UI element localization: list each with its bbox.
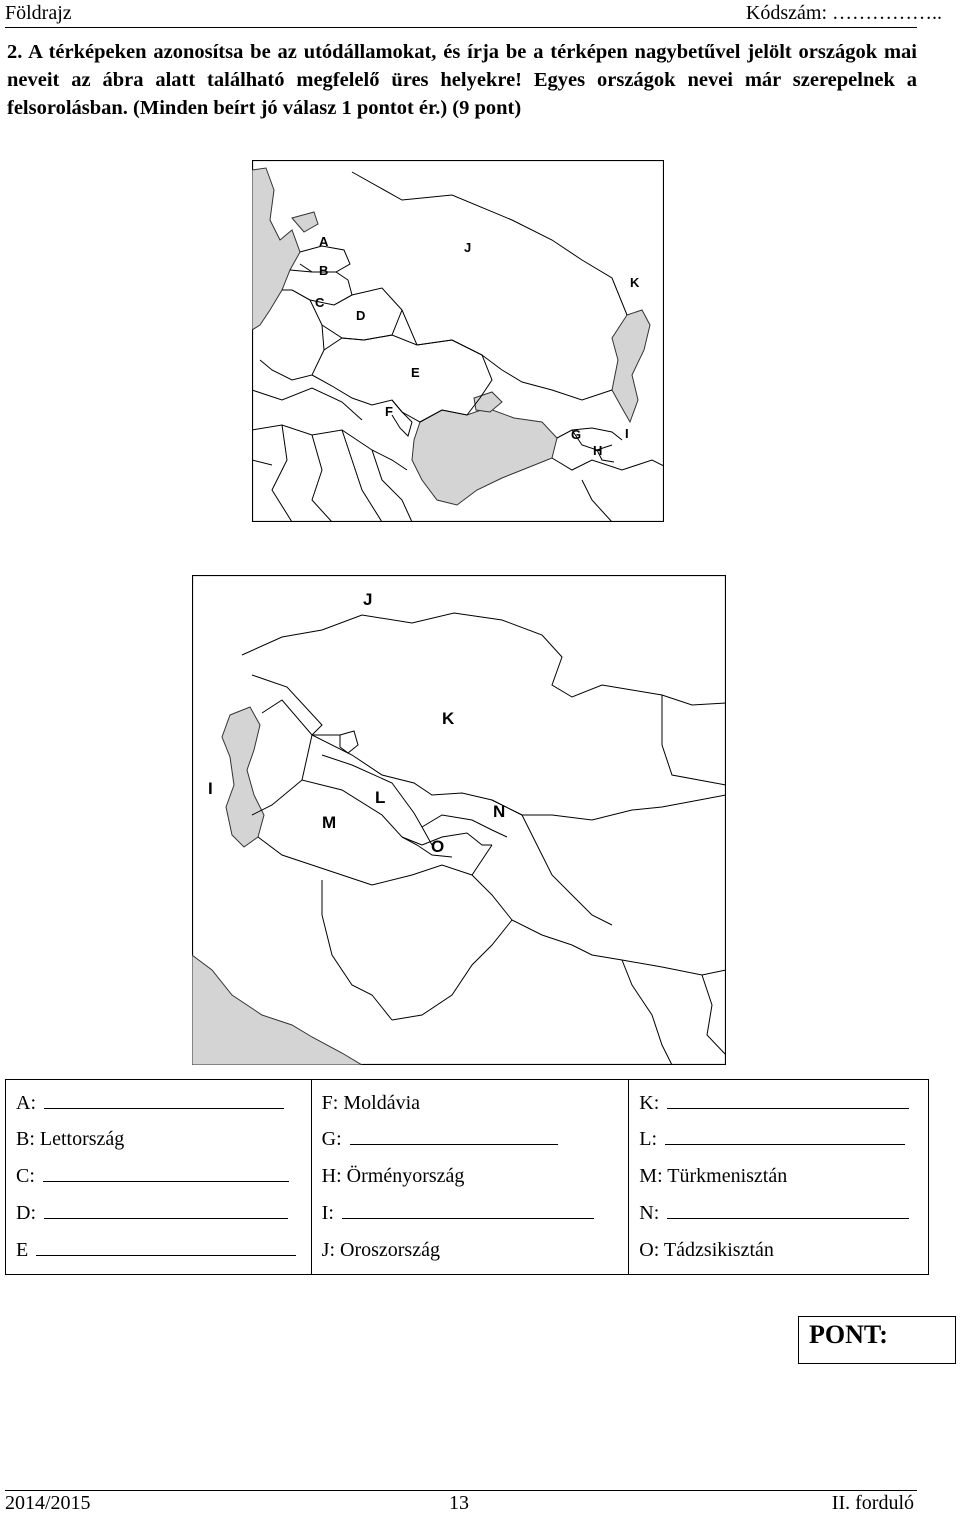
answer-blank-k[interactable] <box>667 1107 909 1109</box>
footer-round: II. forduló <box>831 1492 914 1514</box>
answer-label: K: <box>639 1092 660 1114</box>
answer-label: B: Lettország <box>16 1128 125 1150</box>
answer-blank-g[interactable] <box>350 1143 558 1145</box>
answer-label: F: Moldávia <box>321 1092 421 1114</box>
map1-label-k: K <box>630 275 640 290</box>
answer-label: N: <box>639 1202 660 1224</box>
map2-label-k: K <box>442 709 455 728</box>
answer-label: L: <box>639 1128 658 1150</box>
answer-row-a <box>16 1092 284 1115</box>
answer-row-m <box>639 1165 787 1188</box>
answer-table <box>5 1079 929 1275</box>
answer-label: I: <box>321 1202 334 1224</box>
map1-label-b: B <box>319 263 329 278</box>
map2-label-o: O <box>431 837 445 856</box>
map1-label-g: G <box>571 427 582 442</box>
score-box[interactable]: PONT: <box>798 1316 956 1364</box>
map1-label-i: I <box>625 426 629 441</box>
footer-year: 2014/2015 <box>5 1492 91 1514</box>
answer-row-k <box>639 1092 909 1115</box>
answer-row-b <box>16 1128 124 1151</box>
answer-blank-i[interactable] <box>342 1217 594 1219</box>
map1-label-a: A <box>319 234 329 249</box>
answer-column-2 <box>312 1080 630 1274</box>
map2-label-n: N <box>493 802 506 821</box>
answer-label: C: <box>16 1165 35 1187</box>
map1-label-h: H <box>593 443 603 458</box>
map2-label-m: M <box>322 813 337 832</box>
answer-row-i <box>322 1202 594 1225</box>
answer-column-1 <box>6 1080 312 1274</box>
answer-label: O: Tádzsikisztán <box>639 1239 774 1261</box>
answer-blank-e[interactable] <box>36 1254 296 1256</box>
footer-divider <box>5 1490 917 1491</box>
map-eastern-europe <box>252 160 664 522</box>
answer-blank-d[interactable] <box>44 1217 288 1219</box>
footer-page-number: 13 <box>449 1492 469 1514</box>
answer-label: H: Örményország <box>321 1165 465 1187</box>
answer-row-l <box>639 1128 905 1151</box>
answer-row-o <box>639 1239 774 1262</box>
answer-row-n <box>639 1202 909 1225</box>
answer-row-d <box>16 1202 288 1225</box>
answer-row-g <box>322 1128 558 1151</box>
answer-row-j <box>322 1239 440 1262</box>
map1-label-e: E <box>411 365 420 380</box>
answer-row-c <box>16 1165 289 1188</box>
map1-label-d: D <box>356 308 366 323</box>
answer-label: G: <box>321 1128 342 1150</box>
map1-label-j: J <box>464 240 472 255</box>
task-instructions: 2. A térképeken azonosítsa be az utódállamokat, és írja be a térképen nagybetűvel jelölt országok mai neveit az ábra alatt található megfelelő üres helyekre! Egyes országok nevei már szerepelnek a felsorolásban. (Minden beírt jó válasz 1 pontot ér.) (9 pont) <box>7 41 917 119</box>
answer-blank-n[interactable] <box>667 1217 909 1219</box>
code-label: Kódszám: …………….. <box>745 2 942 24</box>
map1-label-f: F <box>385 404 393 419</box>
map2-label-j: J <box>363 590 373 609</box>
map1-label-c: C <box>315 295 325 310</box>
answer-label: J: Oroszország <box>321 1239 440 1261</box>
header-divider <box>5 27 917 28</box>
answer-column-3 <box>629 1080 928 1274</box>
answer-row-e <box>16 1239 296 1262</box>
answer-label: M: Türkmenisztán <box>639 1165 788 1187</box>
answer-row-f <box>322 1092 420 1115</box>
map2-label-l: L <box>375 788 386 807</box>
subject-title: Földrajz <box>5 2 72 24</box>
map2-label-i: I <box>208 779 213 798</box>
answer-blank-l[interactable] <box>665 1143 905 1145</box>
answer-row-h <box>322 1165 465 1188</box>
answer-label: E <box>16 1239 29 1261</box>
map-central-asia <box>192 575 726 1065</box>
answer-label: A: <box>16 1092 36 1114</box>
answer-label: D: <box>16 1202 36 1224</box>
answer-blank-c[interactable] <box>43 1180 289 1182</box>
answer-blank-a[interactable] <box>44 1107 284 1109</box>
